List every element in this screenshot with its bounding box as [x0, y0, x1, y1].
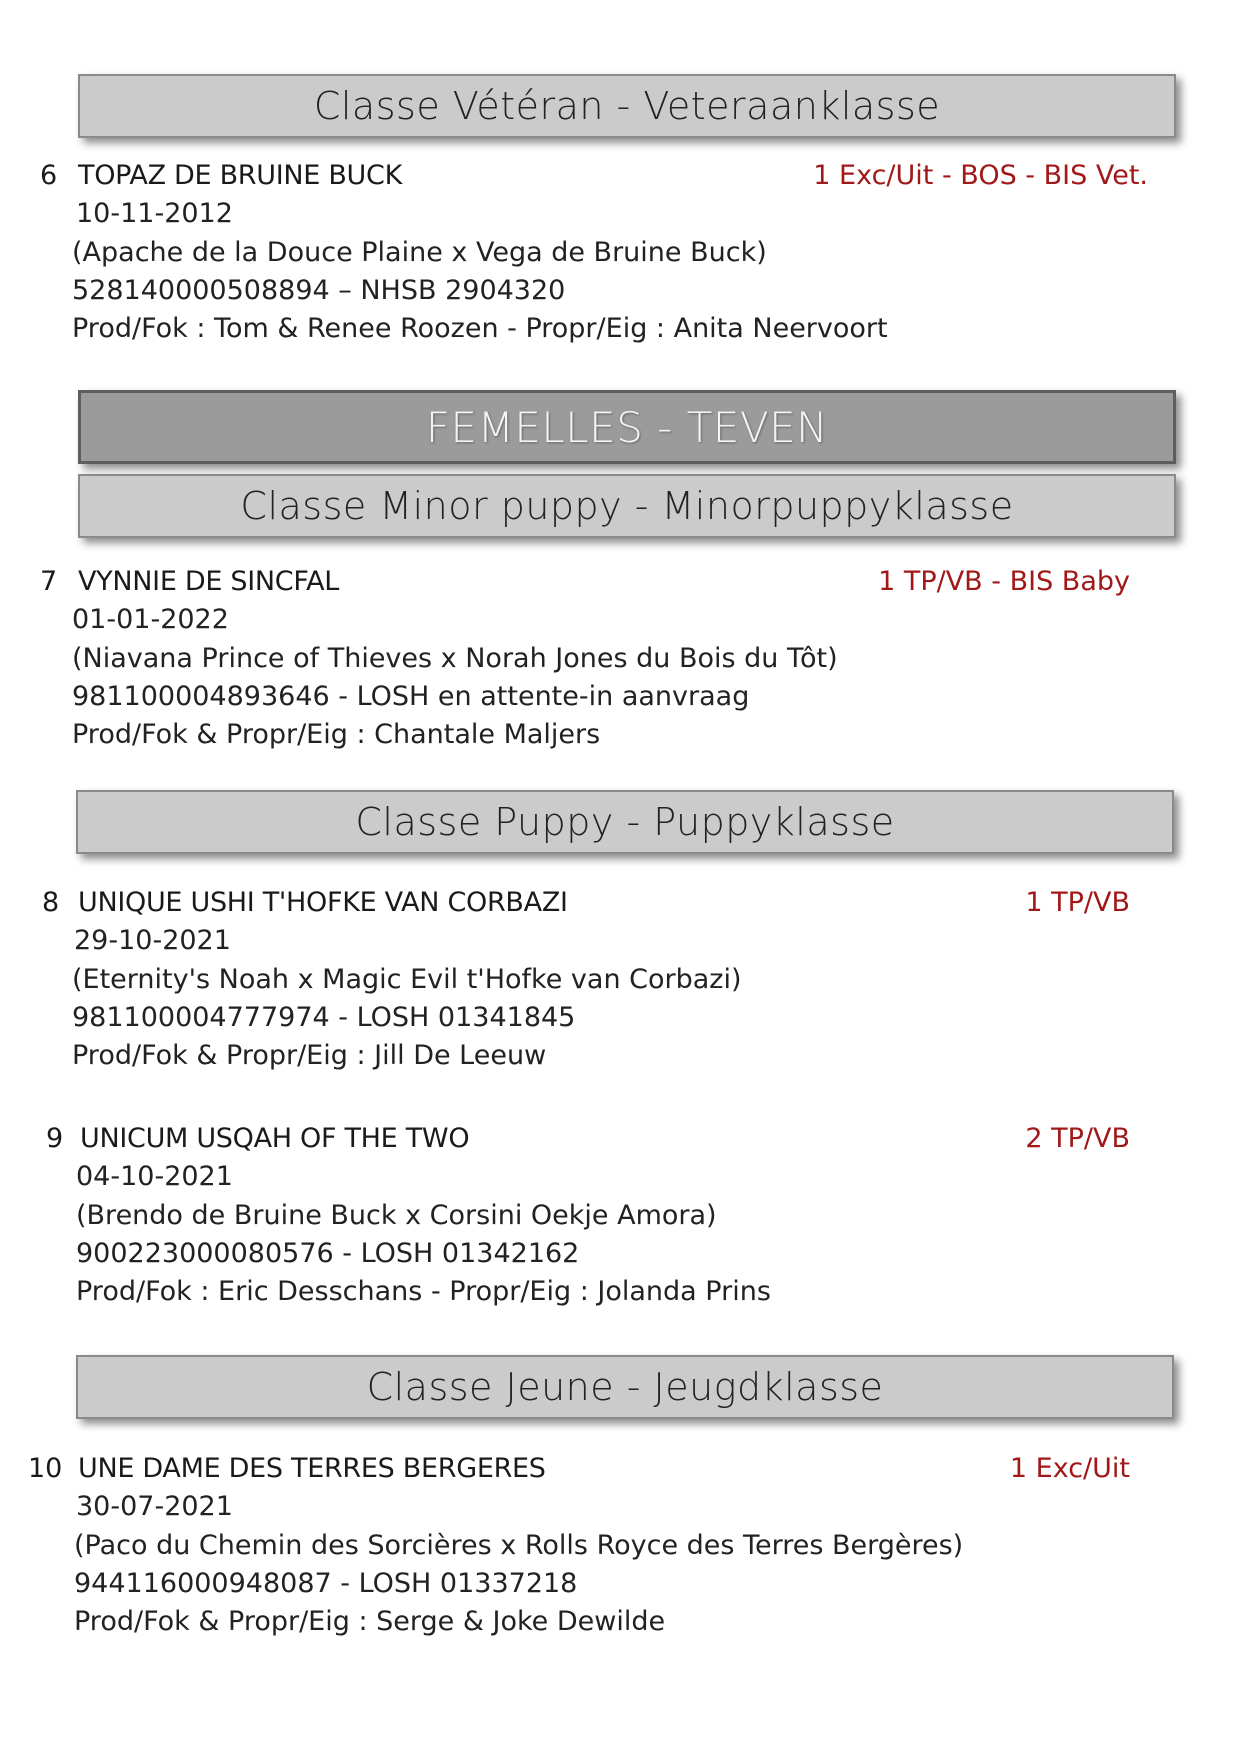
result: 1 Exc/Uit - BOS - BIS Vet. [813, 160, 1148, 191]
result: 1 Exc/Uit [1009, 1453, 1130, 1484]
dog-name: UNIQUE USHI T'HOFKE VAN CORBAZI [78, 887, 568, 918]
entry-number: 9 [46, 1123, 64, 1154]
registration: 528140000508894 – NHSB 2904320 [72, 275, 566, 306]
section-banner-veteran: Classe Vétéran - Veteraanklasse [78, 74, 1176, 138]
entry-number: 10 [28, 1453, 63, 1484]
registration: 900223000080576 - LOSH 01342162 [76, 1238, 580, 1269]
dog-name: TOPAZ DE BRUINE BUCK [78, 160, 402, 191]
parents: (Brendo de Bruine Buck x Corsini Oekje Amora) [76, 1200, 717, 1231]
result: 2 TP/VB [1025, 1123, 1130, 1154]
section-banner-puppy: Classe Puppy - Puppyklasse [76, 790, 1174, 854]
registration: 981100004893646 - LOSH en attente-in aanvraag [72, 681, 750, 712]
parents: (Apache de la Douce Plaine x Vega de Bruine Buck) [72, 237, 767, 268]
section-banner-femelles: FEMELLES - TEVEN [78, 390, 1176, 464]
birth-date: 10-11-2012 [76, 198, 233, 229]
registration: 981100004777974 - LOSH 01341845 [72, 1002, 576, 1033]
birth-date: 29-10-2021 [74, 925, 231, 956]
dog-name: UNICUM USQAH OF THE TWO [80, 1123, 470, 1154]
owners: Prod/Fok & Propr/Eig : Jill De Leeuw [72, 1040, 547, 1071]
section-banner-minor-puppy: Classe Minor puppy - Minorpuppyklasse [78, 474, 1176, 538]
parents: (Paco du Chemin des Sorcières x Rolls Royce des Terres Bergères) [74, 1530, 964, 1561]
entry-number: 8 [42, 887, 60, 918]
birth-date: 01-01-2022 [72, 604, 229, 635]
owners: Prod/Fok : Tom & Renee Roozen - Propr/Eig : Anita Neervoort [72, 313, 888, 344]
dog-name: VYNNIE DE SINCFAL [78, 566, 340, 597]
birth-date: 30-07-2021 [76, 1491, 233, 1522]
birth-date: 04-10-2021 [76, 1161, 233, 1192]
registration: 944116000948087 - LOSH 01337218 [74, 1568, 578, 1599]
dog-name: UNE DAME DES TERRES BERGERES [78, 1453, 546, 1484]
parents: (Eternity's Noah x Magic Evil t'Hofke van Corbazi) [72, 964, 742, 995]
owners: Prod/Fok & Propr/Eig : Serge & Joke Dewilde [74, 1606, 666, 1637]
entry-number: 7 [40, 566, 58, 597]
result: 1 TP/VB - BIS Baby [878, 566, 1130, 597]
parents: (Niavana Prince of Thieves x Norah Jones du Bois du Tôt) [72, 643, 838, 674]
result: 1 TP/VB [1025, 887, 1130, 918]
section-banner-jeune: Classe Jeune - Jeugdklasse [76, 1355, 1174, 1419]
owners: Prod/Fok : Eric Desschans - Propr/Eig : Jolanda Prins [76, 1276, 771, 1307]
entry-number: 6 [40, 160, 58, 191]
owners: Prod/Fok & Propr/Eig : Chantale Maljers [72, 719, 601, 750]
